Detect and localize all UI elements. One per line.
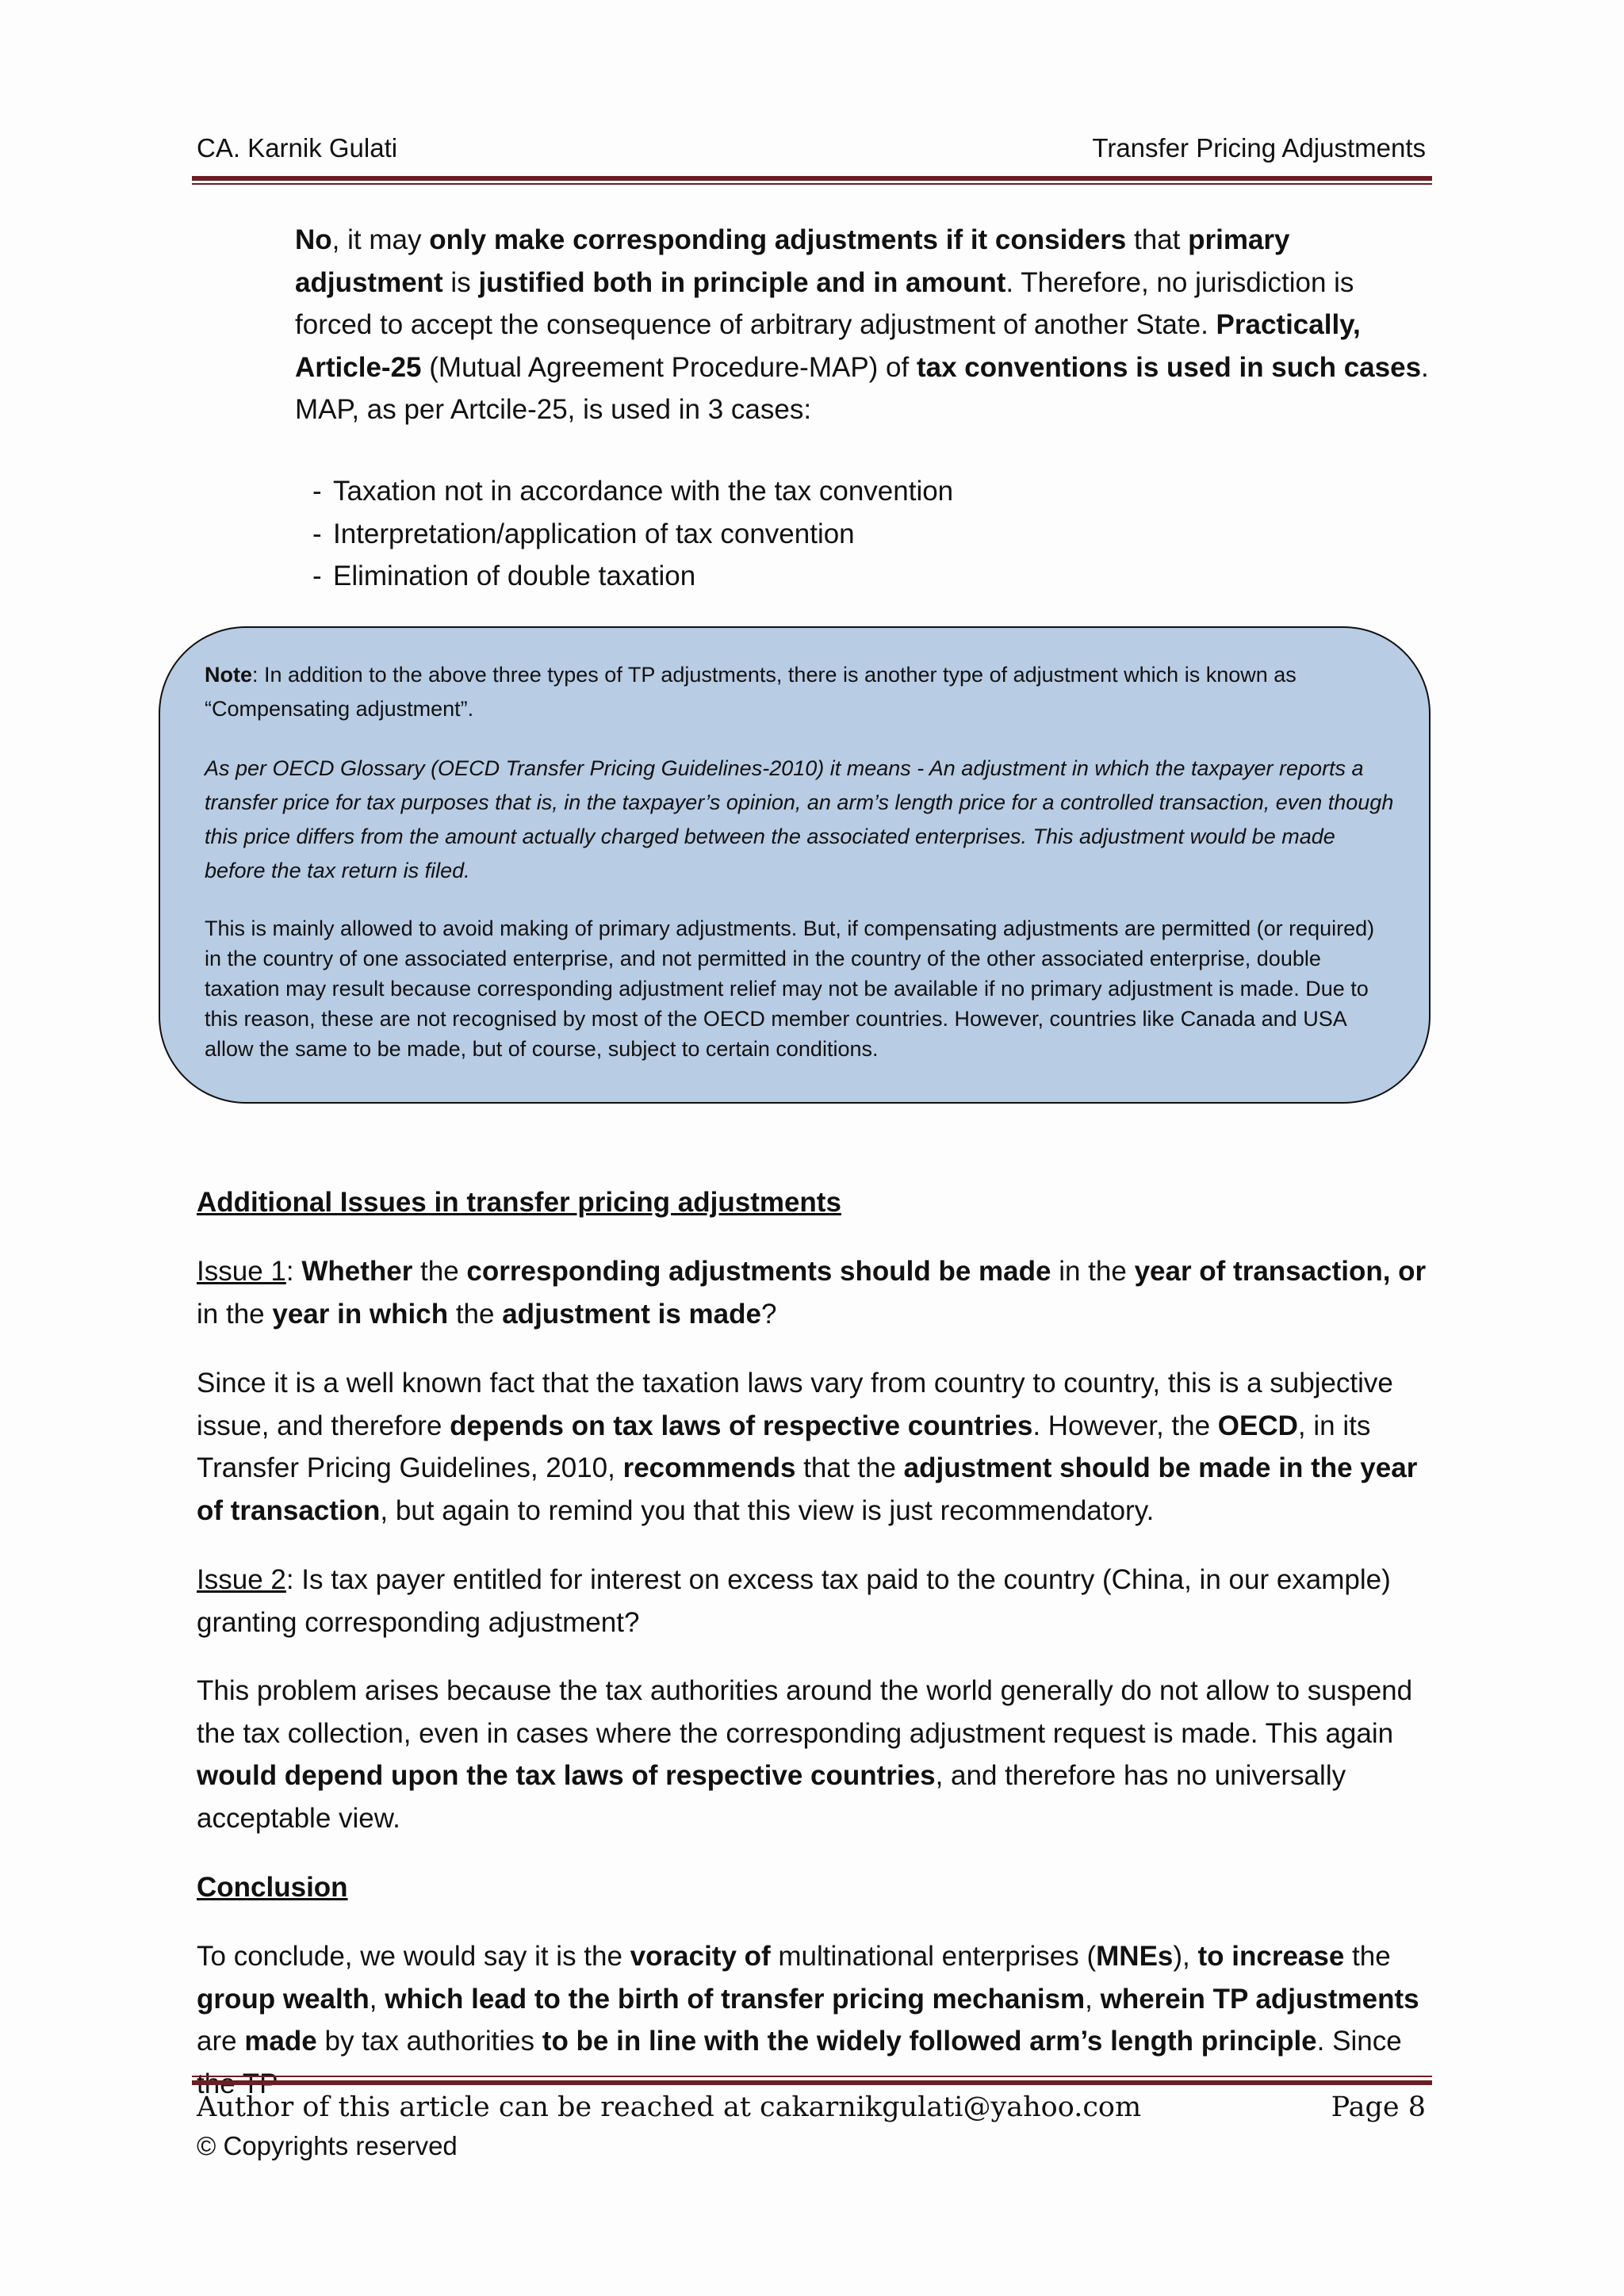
additional-issues-heading: Additional Issues in transfer pricing adjustments <box>197 1187 841 1218</box>
note-box <box>159 626 1431 1104</box>
note-explanation: This is mainly allowed to avoid making of primary adjustments. But, if compensating adjustments are permitted (or required) in the country of one associated enterprise, and not permitted in the country of the other associated enterprise, double taxation may result because corresponding adjustment relief may not be available if no primary adjustment is made. Due to this reason, these are not recognised by most of the OECD member countries. However, countries like Canada and USA allow the same to be made, but of course, subject to certain conditions. <box>205 916 1375 1061</box>
map-cases-list <box>312 470 1423 598</box>
issue-2-answer: This problem arises because the tax authorities around the world generally do not allow to suspend the tax collection, even in cases where the corresponding adjustment request is made. This again would depend upon the tax laws of respective countries, and therefore has no universally acceptable view. <box>197 1675 1413 1834</box>
header-rule-thick <box>192 176 1432 181</box>
note-intro: Note: In addition to the above three types of TP adjustments, there is another type of adjustment which is known as “Compensating adjustment”. <box>205 663 1297 721</box>
header-rule-thin <box>192 183 1432 185</box>
conclusion-paragraph: To conclude, we would say it is the voracity of multinational enterprises (MNEs), to increase the group wealth, which lead to the birth of transfer pricing mechanism, wherein TP adjustments are made by tax authorities to be in line with the widely followed arm’s length principle. Since <box>197 1941 1419 2057</box>
page-number: Page 8 <box>1331 2091 1426 2123</box>
issue-1-question: Issue 1: Whether the corresponding adjustments should be made in the year of transaction, or in the year in which the adjustment is made? <box>197 1256 1427 1330</box>
list-item: - Taxation not in accordance with the tax convention <box>312 476 954 507</box>
header-author: CA. Karnik Gulati <box>197 133 398 163</box>
list-item: - Interpretation/application of tax convention <box>312 518 855 549</box>
footer-contact: Author of this article can be reached at cakarnikgulati@yahoo.com <box>197 2091 1142 2123</box>
note-definition: As per OECD Glossary (OECD Transfer Pricing Guidelines-2010) it means - An adjustment in which the taxpayer reports a transfer price for tax purposes that is, in the taxpayer’s opinion, an arm’s length price for a controlled transaction, even though this price differs from the amount actually charged between the associated enterprises. This adjustment would be made before the tax return is filed. <box>205 756 1394 882</box>
issue-2-question: Issue 2: Is tax payer entitled for interest on excess tax paid to the country (China, in our example) granting corresponding adjustment? <box>197 1564 1391 1638</box>
header-title: Transfer Pricing Adjustments <box>1092 133 1426 163</box>
issue-1-answer: Since it is a well known fact that the taxation laws vary from country to country, this is a subjective issue, and therefore depends on tax laws of respective countries. However, the OECD, in its Transfer Pricing Guidelines, 2010, recommends that the adjustment should be made in the year of transaction, but again to remind you that this view is just recommendatory. <box>197 1368 1418 1526</box>
footer-rule-thick <box>192 2080 1432 2085</box>
conclusion-heading: Conclusion <box>197 1872 348 1903</box>
list-item: - Elimination of double taxation <box>312 561 696 591</box>
footer-rule-thin <box>192 2076 1432 2077</box>
copyright: © Copyrights reserved <box>197 2131 458 2160</box>
intro-paragraph: No, it may only make corresponding adjustments if it considers that primary adjustment is justified both in principle and in amount. Therefore, no jurisdiction is forced to accept the consequence of arbitrary adjustment of another State. Practically, Article-25 (Mutual Agreement Procedure-MAP) of tax conventions is used in such cases. MAP, as per Artcile-25, is used in 3 cases: <box>295 224 1429 425</box>
